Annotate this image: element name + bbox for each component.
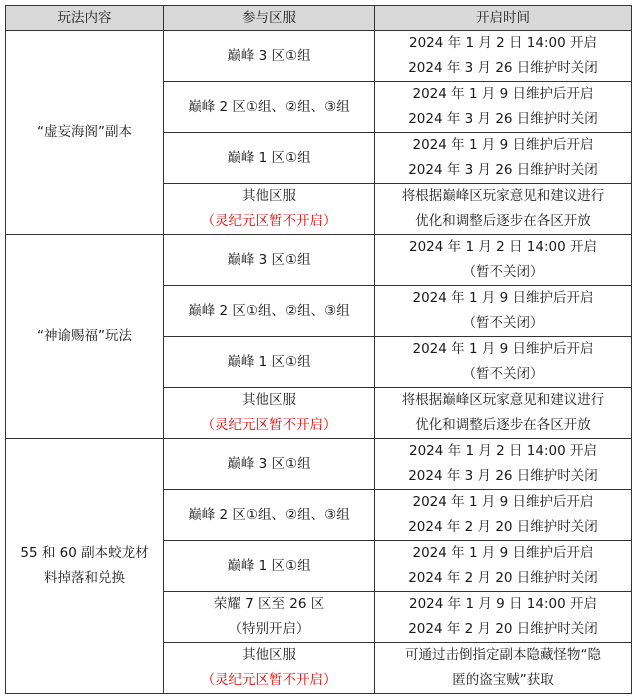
gameplay-cell bbox=[6, 31, 164, 235]
server-name: 其他区服 bbox=[242, 647, 296, 663]
server-name: 巅峰 2 区①组、②组、③组 bbox=[188, 506, 350, 523]
time-cell bbox=[375, 592, 632, 643]
table-body bbox=[6, 31, 632, 694]
time-line: 2024 年 3 月 26 日维护时关闭 bbox=[408, 162, 598, 178]
time-line: （暂不关闭） bbox=[462, 366, 544, 382]
server-cell bbox=[164, 286, 375, 337]
time-cell bbox=[375, 133, 632, 184]
server-name: （特别开启） bbox=[228, 621, 310, 637]
table-row bbox=[6, 31, 632, 82]
header-open-time: 开启时间 bbox=[375, 6, 632, 31]
server-cell bbox=[164, 235, 375, 286]
server-cell bbox=[164, 643, 375, 694]
time-line: 2024 年 1 月 2 日 14:00 开启 bbox=[409, 35, 597, 51]
server-name: 荣耀 7 区至 26 区 bbox=[213, 596, 325, 612]
server-cell bbox=[164, 337, 375, 388]
time-cell bbox=[375, 490, 632, 541]
gameplay-cell bbox=[6, 235, 164, 439]
gameplay-name: 55 和 60 副本蛟龙材 bbox=[20, 545, 149, 561]
time-line: 优化和调整后逐步在各区开放 bbox=[415, 213, 591, 229]
server-cell bbox=[164, 31, 375, 82]
server-note: （灵纪元区暂不开启） bbox=[201, 672, 337, 688]
time-cell bbox=[375, 643, 632, 694]
header-gameplay: 玩法内容 bbox=[6, 6, 164, 31]
time-cell bbox=[375, 235, 632, 286]
time-line: 2024 年 1 月 9 日维护后开启 bbox=[412, 494, 594, 510]
server-name: 巅峰 3 区①组 bbox=[227, 455, 311, 472]
time-cell bbox=[375, 439, 632, 490]
server-note: （灵纪元区暂不开启） bbox=[201, 213, 337, 229]
time-line: 2024 年 1 月 9 日维护后开启 bbox=[412, 341, 594, 357]
server-cell bbox=[164, 439, 375, 490]
time-line: 2024 年 1 月 2 日 14:00 开启 bbox=[409, 443, 597, 459]
time-line: 匿的盗宝贼”获取 bbox=[452, 672, 554, 688]
time-line: 2024 年 1 月 9 日维护后开启 bbox=[412, 545, 594, 561]
table-row bbox=[6, 235, 632, 286]
server-name: 其他区服 bbox=[242, 188, 296, 204]
time-line: 2024 年 1 月 2 日 14:00 开启 bbox=[409, 239, 597, 255]
server-cell bbox=[164, 133, 375, 184]
server-name: 巅峰 1 区①组 bbox=[227, 557, 311, 574]
time-line: 2024 年 3 月 26 日维护时关闭 bbox=[408, 111, 598, 127]
server-cell bbox=[164, 388, 375, 439]
time-line: （暂不关闭） bbox=[462, 315, 544, 331]
server-cell bbox=[164, 592, 375, 643]
header-row bbox=[6, 6, 632, 31]
time-cell bbox=[375, 82, 632, 133]
header-servers: 参与区服 bbox=[164, 6, 375, 31]
time-line: 2024 年 3 月 26 日维护时关闭 bbox=[408, 60, 598, 76]
time-line: 可通过击倒指定副本隐藏怪物“隐 bbox=[405, 647, 601, 663]
server-name: 巅峰 1 区①组 bbox=[227, 353, 311, 370]
time-cell bbox=[375, 31, 632, 82]
server-name: 其他区服 bbox=[242, 392, 296, 408]
time-line: 2024 年 2 月 20 日维护时关闭 bbox=[408, 570, 598, 586]
time-line: 2024 年 1 月 9 日维护后开启 bbox=[412, 137, 594, 153]
time-cell bbox=[375, 337, 632, 388]
time-line: 2024 年 2 月 20 日维护时关闭 bbox=[408, 519, 598, 535]
server-name: 巅峰 3 区①组 bbox=[227, 47, 311, 64]
time-line: 2024 年 1 月 9 日维护后开启 bbox=[412, 86, 594, 102]
server-cell bbox=[164, 541, 375, 592]
server-cell bbox=[164, 490, 375, 541]
time-cell bbox=[375, 184, 632, 235]
time-line: 2024 年 3 月 26 日维护时关闭 bbox=[408, 468, 598, 484]
server-note: （灵纪元区暂不开启） bbox=[201, 417, 337, 433]
table-row bbox=[6, 439, 632, 490]
server-name: 巅峰 2 区①组、②组、③组 bbox=[188, 302, 350, 319]
server-name: 巅峰 3 区①组 bbox=[227, 251, 311, 268]
time-line: 将根据巅峰区玩家意见和建议进行 bbox=[401, 188, 605, 204]
time-cell bbox=[375, 286, 632, 337]
schedule-table bbox=[5, 5, 632, 694]
time-line: 优化和调整后逐步在各区开放 bbox=[415, 417, 591, 433]
time-line: 将根据巅峰区玩家意见和建议进行 bbox=[401, 392, 605, 408]
gameplay-name: “虚妄海阁”副本 bbox=[37, 124, 132, 140]
gameplay-name: “神谕赐福”玩法 bbox=[37, 328, 132, 344]
time-line: 2024 年 1 月 9 日维护后开启 bbox=[412, 290, 594, 306]
time-line: （暂不关闭） bbox=[462, 264, 544, 280]
time-line: 2024 年 1 月 9 日 14:00 开启 bbox=[409, 596, 597, 612]
time-line: 2024 年 2 月 20 日维护时关闭 bbox=[408, 621, 598, 637]
gameplay-cell bbox=[6, 439, 164, 694]
server-cell bbox=[164, 184, 375, 235]
time-cell bbox=[375, 388, 632, 439]
server-name: 巅峰 1 区①组 bbox=[227, 149, 311, 166]
time-cell bbox=[375, 541, 632, 592]
server-cell bbox=[164, 82, 375, 133]
server-name: 巅峰 2 区①组、②组、③组 bbox=[188, 98, 350, 115]
gameplay-name: 料掉落和兑换 bbox=[44, 570, 125, 586]
